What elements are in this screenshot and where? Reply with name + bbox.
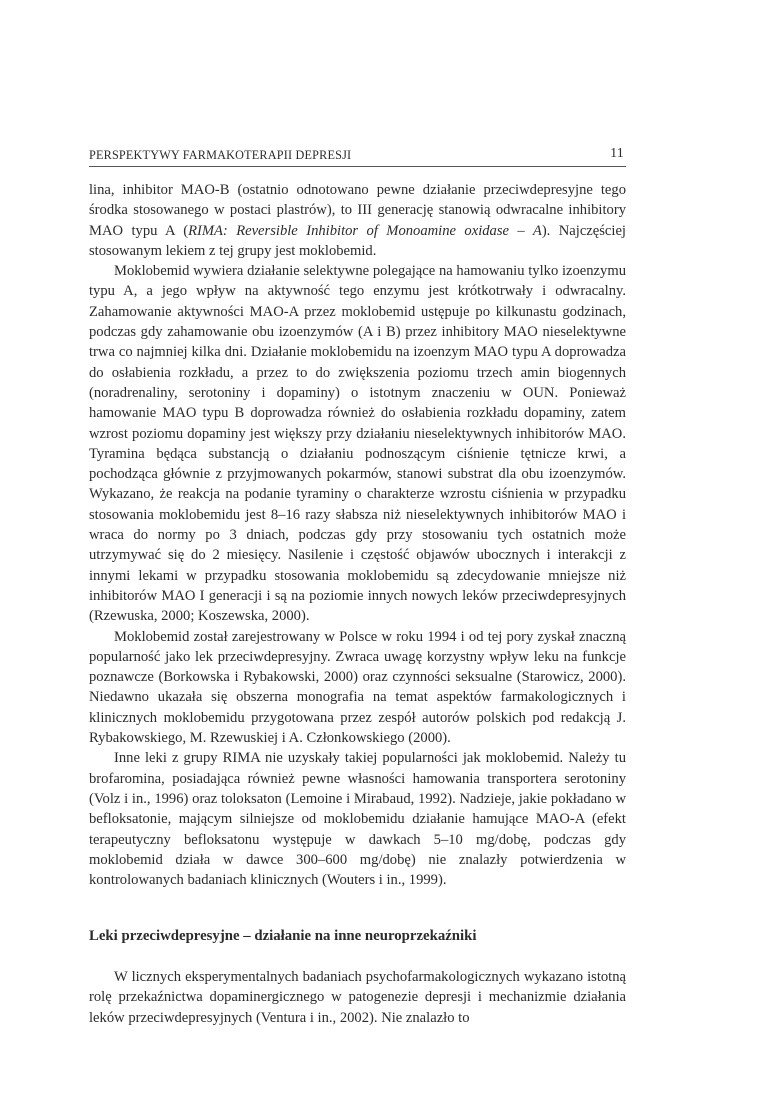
paragraph-continuation <box>89 180 626 261</box>
paragraph-other-rima: Inne leki z grupy RIMA nie uzyskały takiej popularności jak moklobemid. Należy tu brofaromina, posiadająca również pewne własności hamowania transportera serotoniny (Volz i in., 1996) oraz toloksaton (Lemoine i Mirabaud, 1992). Nadzieje, jakie pokładano w befloksatonie, mającym silniejsze od moklobemidu działanie hamujące MAO-A (efekt terapeutyczny befloksatonu występuje w dawkach 5–10 mg/dobę, podczas gdy moklobemid działa w dawce 300–600 mg/dobę) nie znalazły potwierdzenia w kontrolowanych badaniach klinicznych (Wouters i in., 1999). <box>89 750 626 889</box>
paragraph-text: ). Najczęściej stosowanym lekiem z tej grupy jest moklobemid. <box>89 222 626 259</box>
italic-term: RIMA: Reversible Inhibitor of Monoamine oxidase – A <box>188 222 542 239</box>
paragraph-moklobemid-action: Moklobemid wywiera działanie selektywne polegające na hamowaniu tylko izoenzymu typu A, a jego wpływ na aktywność tego enzymu jest krótkotrwały i odwracalny. Zahamowanie aktywności MAO-A przez moklobemid ustępuje po kilkunastu godzinach, podczas gdy zahamowanie obu izoenzymów (A i B) przez inhibitory MAO nieselektywne trwa co najmniej kilka dni. Działanie moklobemidu na izoenzym MAO typu A doprowadza do osłabienia rozkładu, a przez to do zwiększenia poziomu trzech amin biogennych (noradrenaliny, serotoniny i dopaminy) o istotnym znaczeniu w OUN. Ponieważ hamowanie MAO typu B doprowadza również do osłabienia rozkładu dopaminy, zatem wzrost poziomu dopaminy jest większy przy działaniu nieselektywnych inhibitorów MAO. Tyramina będąca substancją o działaniu podnoszącym ciśnienie tętnicze krwi, a pochodząca głównie z przyjmowanych pokarmów, stanowi substrat dla obu izoenzymów. Wykazano, że reakcja na podanie tyraminy o charakterze wzrostu ciśnienia w przypadku stosowania moklobemidu jest 8–16 razy słabsza niż nieselektywnych inhibitorów MAO i wraca do normy po 3 dniach, podczas gdy przy stosowaniu tych ostatnich może utrzymywać się do 2 miesięcy. Nasilenie i częstość objawów ubocznych i interakcji z innymi lekami w przypadku stosowania moklobemidu są zdecydowanie mniejsze niż inhibitorów MAO I generacji i są na poziomie innych nowych leków przeciwdepresyjnych (Rzewuska, 2000; Koszewska, 2000). <box>89 263 626 625</box>
body-text <box>89 180 626 890</box>
paragraph-moklobemid-registration: Moklobemid został zarejestrowany w Polsce w roku 1994 i od tej pory zyskał znaczną popularność jako lek przeciwdepresyjny. Zwraca uwagę korzystny wpływ leku na funkcje poznawcze (Borkowska i Rybakowski, 2000) oraz czynności seksualne (Starowicz, 2000). Niedawno ukazała się obszerna monografia na temat aspektów farmakologicznych i klinicznych moklobemidu przygotowana przez zespół autorów polskich pod redakcją J. Rybakowskiego, M. Rzewuskiej i A. Członkowskiego (2000). <box>89 628 626 747</box>
paragraph-text: lina, inhibitor MAO-B (ostatnio odnotowano pewne działanie przeciwdepresyjne tego środka stosowanego w postaci plastrów), to III generację stanowią odwracalne inhibitory MAO typu A ( <box>89 182 626 239</box>
running-header <box>89 146 626 167</box>
running-header-title: PERSPEKTYWY FARMAKOTERAPII DEPRESJI <box>89 148 352 162</box>
section-heading: Leki przeciwdepresyjne – działanie na inne neuroprzekaźniki <box>89 928 477 944</box>
section-body <box>89 967 626 1028</box>
section-paragraph: W licznych eksperymentalnych badaniach psychofarmakologicznych wykazano istotną rolę przekaźnictwa dopaminergicznego w patogenezie depresji i mechanizmie działania leków przeciwdepresyjnych (Ventura i in., 2002). Nie znalazło to <box>89 969 626 1026</box>
page-number: 11 <box>610 146 624 161</box>
